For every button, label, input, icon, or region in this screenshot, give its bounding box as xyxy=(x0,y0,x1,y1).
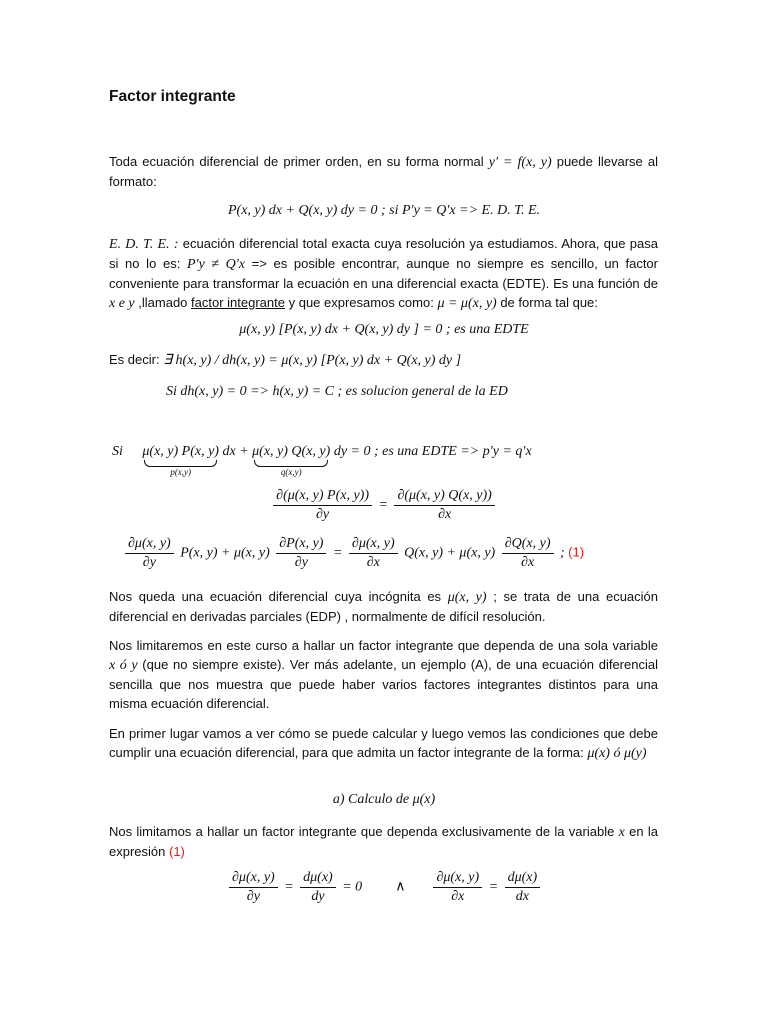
section-heading-a: a) Calculo de μ(x) xyxy=(332,792,436,807)
variable-x: x xyxy=(618,825,625,840)
underbrace-q xyxy=(252,444,330,478)
numerator: ∂Q(x, y) xyxy=(502,536,554,554)
brace-q xyxy=(254,460,328,467)
edte-abbrev: E. D. T. E. : xyxy=(109,237,179,252)
denominator: dx xyxy=(515,889,529,904)
denominator: dy xyxy=(311,889,325,904)
fraction-dq-dx xyxy=(502,536,554,571)
fraction-dmu-dy xyxy=(229,870,278,905)
page-title: Factor integrante xyxy=(109,88,236,105)
term: Q(x, y) + μ(x, y) xyxy=(404,545,496,561)
underbrace-p-expr: μ(x, y) P(x, y) xyxy=(142,444,219,459)
factor-integrante-term: factor integrante xyxy=(191,295,285,310)
fraction-dmu-dx xyxy=(433,870,482,905)
definition-text-5: de forma tal que: xyxy=(496,295,598,310)
mu-x-or-mu-y: μ(x) ó μ(y) xyxy=(587,746,647,761)
paragraph-limit xyxy=(109,636,658,713)
paragraph-definition xyxy=(109,234,658,313)
underbrace-q-expr: μ(x, y) Q(x, y) xyxy=(252,444,331,459)
equals-sign: = xyxy=(332,545,343,561)
equation-one xyxy=(122,536,584,571)
equation-underbrace xyxy=(112,444,532,478)
numerator: ∂P(x, y) xyxy=(276,536,326,554)
edp-text-2: ; se trata de una ecuación diferencial en derivadas parciales (EDP) , normalmente de difícil resolución. xyxy=(109,589,659,624)
definition-text-4: y que expresamos como: xyxy=(284,295,438,310)
numerator: dμ(x) xyxy=(505,870,541,888)
equals-sign: = xyxy=(378,497,388,513)
equation-edte-condition: P(x, y) dx + Q(x, y) dy = 0 ; si P′y = Q′x => E. D. T. E. xyxy=(227,203,540,218)
restrict-text-2: en la expresión xyxy=(109,824,658,859)
denominator: ∂y xyxy=(294,555,308,570)
edte-conclusion: dy = 0 ; es una EDTE => p′y = q′x xyxy=(333,444,532,459)
reference-1: (1) xyxy=(168,844,185,859)
underbrace-p xyxy=(142,444,219,478)
definition-text-3: ,llamado xyxy=(134,295,192,310)
dx-plus: dx + xyxy=(222,444,249,459)
variables: x e y xyxy=(109,296,135,311)
equation-general-solution: Si dh(x, y) = 0 => h(x, y) = C ; es solucion general de la ED xyxy=(166,384,508,399)
mu-definition: μ = μ(x, y) xyxy=(437,296,497,311)
equation-mu-x-derivatives xyxy=(226,870,543,905)
denominator: ∂x xyxy=(451,889,465,904)
si-label: Si xyxy=(112,444,123,459)
equation-label-1: (1) xyxy=(568,544,585,560)
intro-text-end: puede llevarse al formato: xyxy=(109,154,658,189)
normal-form-equation: y′ = f(x, y) xyxy=(488,155,552,170)
numerator: ∂μ(x, y) xyxy=(229,870,278,888)
edp-text: Nos queda una ecuación diferencial cuya incógnita es xyxy=(109,589,448,604)
es-decir-label: Es decir: xyxy=(109,352,164,367)
fraction-right xyxy=(394,488,494,523)
semicolon: ; xyxy=(560,545,565,561)
fraction-dp-dy xyxy=(276,536,326,571)
fraction-dmu-dy xyxy=(125,536,174,571)
denominator: ∂x xyxy=(438,507,452,522)
fraction-dmux-dy xyxy=(300,870,336,905)
fraction-left xyxy=(273,488,372,523)
numerator: ∂μ(x, y) xyxy=(349,536,398,554)
limit-text-2: (que no siempre existe). Ver más adelante, un ejemplo (A), de una ecuación diferencial sencilla que nos muestra que puede haber varios factores integrantes distintos para una misma ecuación diferencial. xyxy=(109,657,658,711)
numerator: dμ(x) xyxy=(300,870,336,888)
equation-mu-edte: μ(x, y) [P(x, y) dx + Q(x, y) dy ] = 0 ; es una EDTE xyxy=(239,322,529,337)
restrict-text: Nos limitamos a hallar un factor integrante que dependa exclusivamente de la variable xyxy=(109,824,619,839)
brace-p xyxy=(144,460,217,467)
denominator: ∂y xyxy=(142,555,156,570)
numerator: ∂μ(x, y) xyxy=(125,536,174,554)
equation-es-decir xyxy=(109,352,461,369)
denominator: ∂x xyxy=(521,555,535,570)
paragraph-restrict xyxy=(109,822,658,861)
mu-xy: μ(x, y) xyxy=(447,590,487,605)
inequality: P′y ≠ Q′x xyxy=(186,257,245,272)
numerator: ∂(μ(x, y) Q(x, y)) xyxy=(394,488,494,506)
definition-text: ecuación diferencial total exacta cuya resolución ya estudiamos. Ahora, que pasa si no lo es: xyxy=(109,236,658,271)
equals-sign: = xyxy=(488,879,499,895)
term: P(x, y) + μ(x, y) xyxy=(180,545,270,561)
numerator: ∂(μ(x, y) P(x, y)) xyxy=(273,488,372,506)
equals-zero: = 0 xyxy=(342,879,363,895)
denominator: ∂x xyxy=(366,555,380,570)
numerator: ∂μ(x, y) xyxy=(433,870,482,888)
equation-partial-equality xyxy=(0,488,768,523)
equals-sign: = xyxy=(284,879,294,895)
paragraph-intro xyxy=(109,152,658,191)
paragraph-conditions xyxy=(109,724,658,763)
definition-text-2: => es posible encontrar, aunque no siempre es sencillo, un factor conveniente para transformar la ecuación en una diferencial exacta (EDTE). Es una función de xyxy=(109,256,658,291)
fraction-dmu-dx xyxy=(349,536,398,571)
fraction-dmux-dx xyxy=(505,870,541,905)
denominator: ∂y xyxy=(316,507,330,522)
underbrace-q-label: q(x,y) xyxy=(280,467,302,477)
exists-h-equation: ∃ h(x, y) / dh(x, y) = μ(x, y) [P(x, y) dx + Q(x, y) dy ] xyxy=(163,353,462,368)
x-or-y: x ó y xyxy=(109,658,138,673)
intro-text: Toda ecuación diferencial de primer orden, en su forma normal xyxy=(109,154,489,169)
denominator: ∂y xyxy=(246,889,260,904)
logical-and: ∧ xyxy=(395,879,406,895)
underbrace-p-label: p(x,y) xyxy=(170,467,192,477)
conditions-text: En primer lugar vamos a ver cómo se puede calcular y luego vemos las condiciones que debe cumplir una ecuación diferencial, para que admita un factor integrante de la forma: xyxy=(109,726,658,760)
paragraph-edp xyxy=(109,587,658,626)
limit-text: Nos limitaremos en este curso a hallar un factor integrante que dependa de una sola variable xyxy=(109,638,658,653)
